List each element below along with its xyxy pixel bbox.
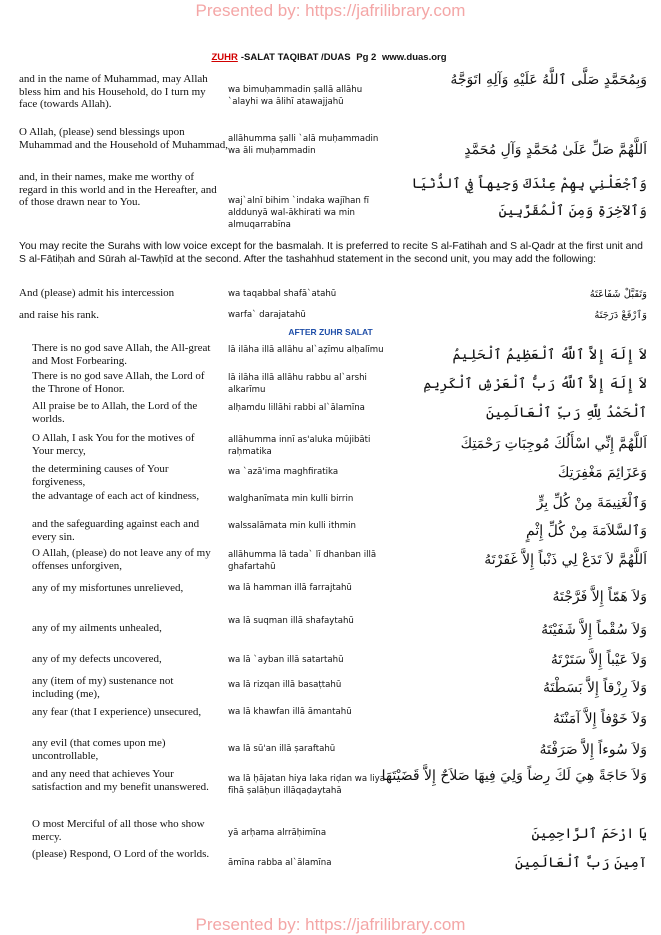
english-text: All praise be to Allah, the Lord of the worlds. bbox=[32, 400, 198, 425]
header-title-red: ZUHR bbox=[211, 52, 238, 63]
transliteration-text: āmīna rabba al`ālamīna bbox=[228, 858, 332, 868]
transliteration-text: wa lā khawfan illā āmantahū bbox=[228, 707, 352, 717]
transliteration-text: walghanīmata min kulli birrin bbox=[228, 494, 354, 504]
transliteration-text: wa lā suqman illā shafaytahū bbox=[228, 616, 354, 626]
arabic-text: آمِينَ رَبَّ ٱلْعَالَمِينَ bbox=[515, 855, 647, 871]
arabic-text: لاَ إِلَهَ إِلاَّ ٱللَّهُ ٱلْعَظِيمُ ٱلْحَلِيمُ bbox=[452, 347, 647, 363]
presented-by-banner-top[interactable]: Presented by: https://jafrilibrary.com bbox=[195, 1, 466, 20]
dua-row bbox=[0, 818, 661, 848]
dua-row bbox=[0, 460, 661, 490]
transliteration-text: alḥamdu lillāhi rabbi al`ālamīna bbox=[228, 403, 365, 413]
dua-row bbox=[0, 400, 661, 430]
dua-row bbox=[0, 848, 661, 878]
dua-row bbox=[0, 70, 661, 118]
english-text: and in the name of Muhammad, may Allah bless him and his Household, do I turn my face (towards Allah). bbox=[19, 73, 208, 110]
transliteration-text: wa lā ḥājatan hiya laka riḍan wa liya fīhā ṣalāḥun illāqaḍaytahā bbox=[228, 774, 385, 796]
english-text: O Allah, I ask You for the motives of Your mercy, bbox=[32, 432, 195, 457]
transliteration-text: wa lā rizqan illā basaṭtahū bbox=[228, 680, 342, 690]
recitation-note: You may recite the Surahs with low voice except for the basmalah. It is preferred to recite S al-Fatihah and S al-Qadr at the first unit and S al-Fātiḥah and Sūrah al-Tawḥīd at the second. After the tashahhud statement in the second unit, you may add the following: bbox=[19, 241, 643, 265]
dua-row bbox=[0, 768, 661, 816]
arabic-text: لاَ إِلَهَ إِلاَّ ٱللَّهُ رَبُّ ٱلْعَرْشِ ٱلْكَرِيمِ bbox=[423, 376, 647, 392]
header-site: www.duas.org bbox=[381, 52, 447, 63]
dua-row bbox=[0, 490, 661, 520]
transliteration-text: allāhumma innī as'aluka mūjibāti raḥmatika bbox=[228, 435, 371, 457]
dua-row bbox=[0, 547, 661, 577]
dua-row bbox=[0, 673, 661, 703]
dua-row bbox=[0, 171, 661, 231]
arabic-text: يَا ارْحَمَ ٱلرَّاحِمِينَ bbox=[531, 826, 647, 842]
arabic-text: وَلاَ عَيْباً إِلاَّ سَتَرْتَهُ bbox=[550, 652, 647, 668]
arabic-text: وَٱجْعَلْنِي بِهِمْ عِنْدَكَ وَجِيهاً فِي ٱلدُّنْيَا وَٱلآخِرَةِ وَمِنَ ٱلْمُقَرَّبِينَ bbox=[411, 176, 647, 219]
transliteration-text: allāhumma lā tada` lī dhanban illā ghafartahū bbox=[228, 550, 377, 572]
transliteration-text: wa lā hamman illā farrajtahū bbox=[228, 583, 352, 593]
english-text: any evil (that comes upon me) uncontrollable, bbox=[32, 737, 166, 762]
dua-row bbox=[0, 613, 661, 647]
arabic-text: وَلاَ حَاجَةً هِيَ لَكَ رِضاً وَلِيَ فِيهَا صَلاَحٌ إِلاَّ قَضَيْتَهَا bbox=[381, 768, 647, 784]
transliteration-text: allāhumma ṣalli `alā muḥammadin wa āli muḥammadin bbox=[228, 134, 379, 156]
transliteration-text: wa lā `ayban illā satartahū bbox=[228, 655, 344, 665]
transliteration-text: yā arḥama alrrāḥimīna bbox=[228, 828, 327, 838]
arabic-text: وَٱلسَّلاَمَةَ مِنْ كُلِّ إِثْمٍ bbox=[526, 523, 647, 539]
arabic-text: وَٱلْغَنِيمَةَ مِنْ كُلِّ بِرٍّ bbox=[536, 495, 647, 511]
arabic-text: اَللَّهُمَّ صَلِّ عَلَىٰ مُحَمَّدٍ وَآلِ مُحَمَّدٍ bbox=[464, 142, 647, 158]
transliteration-text: wa `azā'ima maghfiratika bbox=[228, 467, 339, 477]
transliteration-text: lā ilāha illā allāhu rabbu al`arshi alkarīmu bbox=[228, 373, 367, 395]
header-page-number: Pg 2 bbox=[356, 52, 377, 63]
page-header bbox=[0, 52, 661, 63]
arabic-text: وَلاَ هَمّاً إِلاَّ فَرَّجْتَهُ bbox=[552, 589, 647, 605]
english-text: any of my ailments unhealed, bbox=[32, 622, 162, 634]
english-text: any fear (that I experience) unsecured, bbox=[32, 706, 202, 718]
english-text: any of my defects uncovered, bbox=[32, 653, 162, 665]
arabic-text: وَلاَ خَوْفاً إِلاَّ آمَنْتَهُ bbox=[552, 711, 647, 727]
arabic-text: وَلاَ رِزْقاً إِلاَّ بَسَطْتَهُ bbox=[542, 680, 647, 696]
english-text: any of my misfortunes unrelieved, bbox=[32, 582, 184, 594]
english-text: the determining causes of Your forgiveness, bbox=[32, 463, 169, 488]
presented-by-banner-bottom[interactable]: Presented by: https://jafrilibrary.com bbox=[195, 915, 466, 934]
transliteration-text: wa bimuḥammadin ṣallā allāhu `alayhi wa ālihī atawajjahū bbox=[228, 85, 363, 107]
english-text: and any need that achieves Your satisfaction and my benefit unanswered. bbox=[32, 768, 209, 793]
dua-row bbox=[0, 123, 661, 168]
arabic-text: وَلاَ سُقْماً إِلاَّ شَفَيْتَهُ bbox=[541, 622, 647, 638]
arabic-text: وَلاَ سُوءاً إِلاَّ صَرَفْتَهُ bbox=[539, 742, 647, 758]
transliteration-text: wa taqabbal shafā`atahū bbox=[228, 289, 337, 299]
transliteration-text: warfa` darajatahū bbox=[228, 310, 306, 320]
arabic-text: وَٱرْفَعْ دَرَجَتَهُ bbox=[594, 310, 647, 321]
english-text: and, in their names, make me worthy of regard in this world and in the Hereafter, and of those drawn near to You. bbox=[19, 171, 217, 208]
arabic-text: اَللَّهُمَّ إِنِّي اسْأَلُكَ مُوجِبَاتِ رَحْمَتِكَ bbox=[460, 436, 647, 452]
english-text: (please) Respond, O Lord of the worlds. bbox=[32, 848, 210, 860]
english-text: There is no god save Allah, the Lord of the Throne of Honor. bbox=[32, 370, 205, 395]
transliteration-text: waj`alnī bihim `indaka wajīhan fī alddunyā wal-ākhirati wa min almuqarrabīna bbox=[228, 196, 370, 230]
dua-row bbox=[0, 518, 661, 548]
dua-row bbox=[0, 286, 661, 304]
dua-row bbox=[0, 306, 661, 324]
arabic-text: وَعَزَائِمَ مَغْفِرَتِكَ bbox=[557, 465, 647, 481]
english-text: O most Merciful of all those who show mercy. bbox=[32, 818, 205, 843]
section-subheading: AFTER ZUHR SALAT bbox=[288, 327, 373, 337]
dua-row bbox=[0, 706, 661, 736]
arabic-text: ٱلْحَمْدُ لِلَّهِ رَبِّ ٱلْعَالَمِينَ bbox=[485, 405, 647, 421]
english-text: And (please) admit his intercession bbox=[19, 287, 175, 299]
arabic-text: وَبِمُحَمَّدٍ صَلَّى ٱللَّهُ عَلَيْهِ وَآلِهِ اتَوَجَّهُ bbox=[450, 72, 647, 88]
transliteration-text: lā ilāha illā allāhu al`aẓīmu alḥalīmu bbox=[228, 345, 384, 355]
english-text: O Allah, (please) do not leave any of my offenses unforgiven, bbox=[32, 547, 211, 572]
english-text: and the safeguarding against each and every sin. bbox=[32, 518, 200, 543]
english-text: and raise his rank. bbox=[19, 309, 100, 321]
english-text: the advantage of each act of kindness, bbox=[32, 490, 200, 502]
transliteration-text: walssalāmata min kulli ithmin bbox=[228, 521, 356, 531]
dua-row bbox=[0, 580, 661, 616]
arabic-text: وَتَقَبَّلْ شَفَاعَتَهُ bbox=[589, 289, 647, 300]
dua-row bbox=[0, 340, 661, 370]
dua-row bbox=[0, 650, 661, 672]
header-title: -SALAT TAQIBAT /DUAS bbox=[240, 52, 351, 63]
arabic-text: اَللَّهُمَّ لاَ تَدَعْ لِي ذَنْباً إِلاَّ غَفَرْتَهُ bbox=[484, 552, 647, 568]
english-text: O Allah, (please) send blessings upon Muhammad and the Household of Muhammad, bbox=[19, 126, 228, 151]
dua-row bbox=[0, 430, 661, 460]
english-text: any (item of my) sustenance not including (me), bbox=[32, 675, 174, 700]
dua-row bbox=[0, 370, 661, 400]
transliteration-text: wa lā sū'an illā ṣaraftahū bbox=[228, 744, 336, 754]
english-text: There is no god save Allah, the All-great and Most Forbearing. bbox=[32, 342, 211, 367]
